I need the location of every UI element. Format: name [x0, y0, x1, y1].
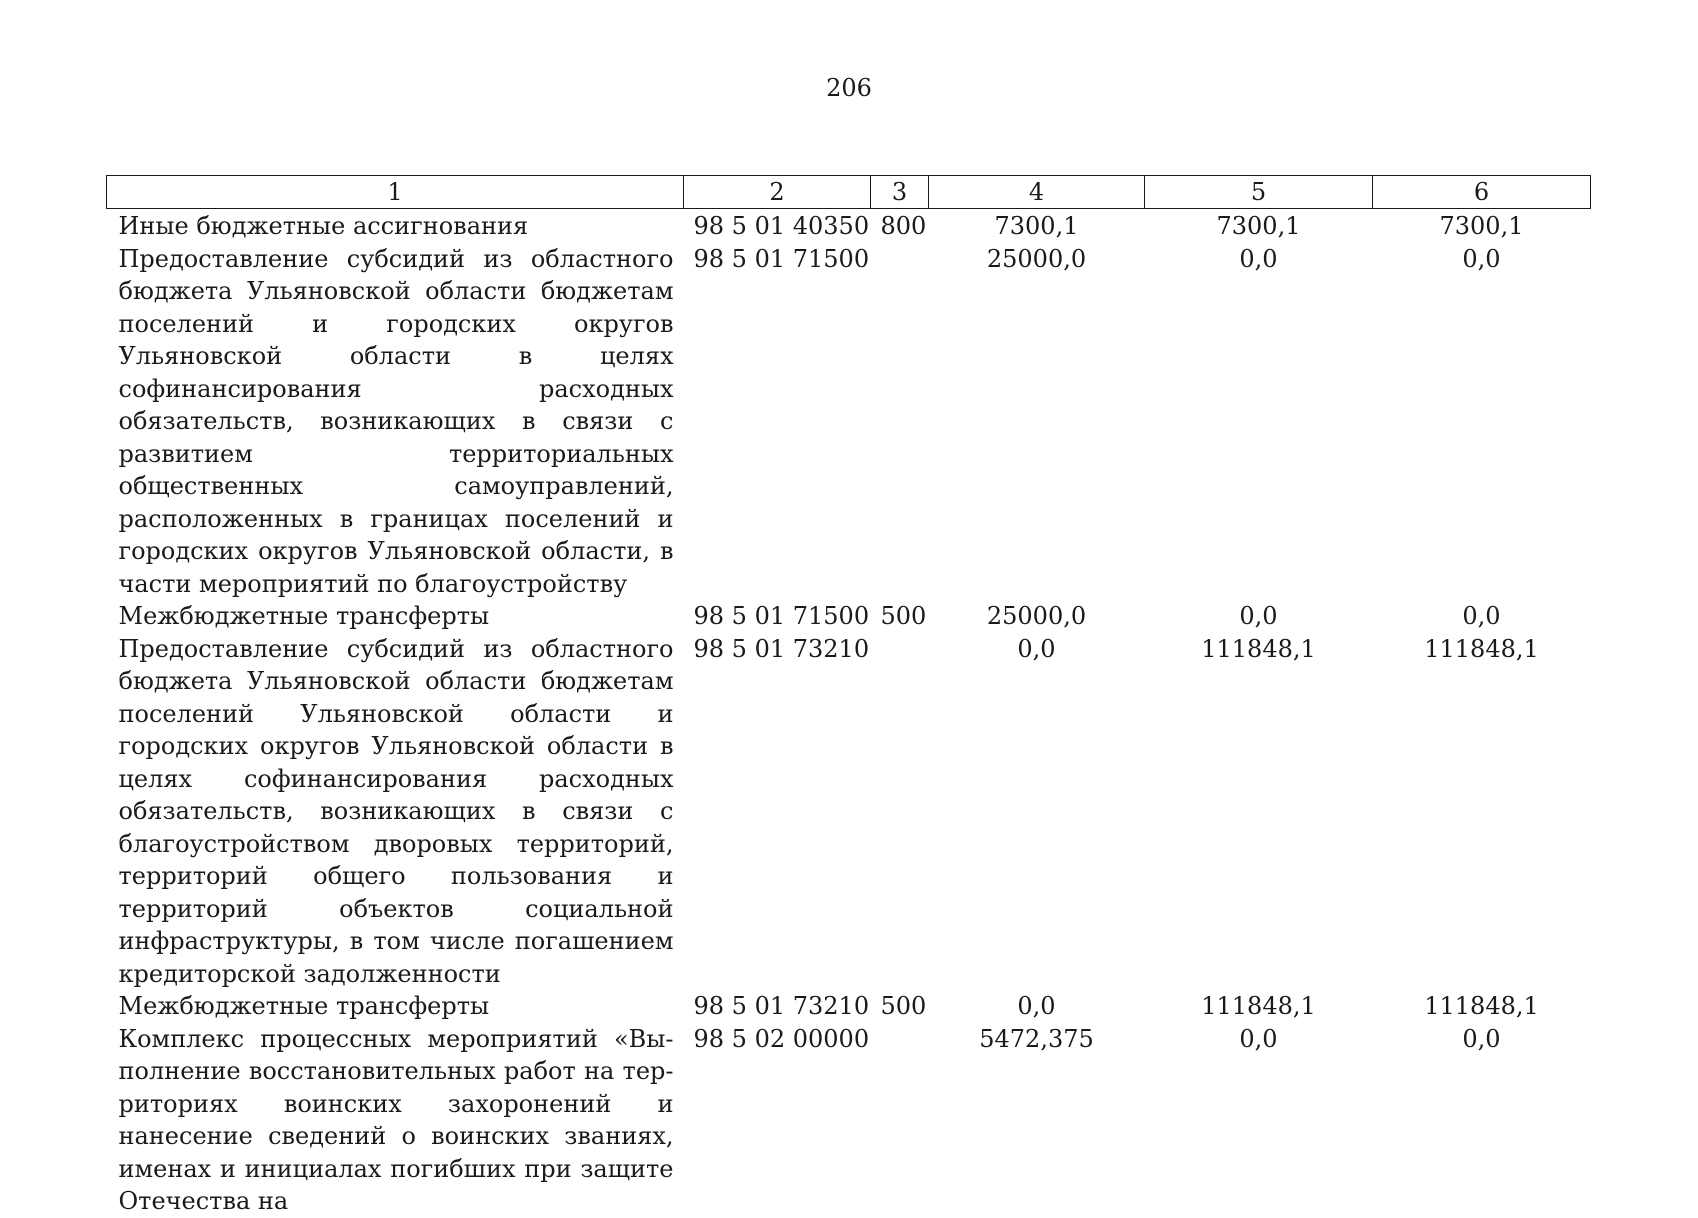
row-value-5: 111848,1 — [1201, 992, 1316, 1020]
row-type: 500 — [880, 992, 927, 1020]
column-header-3: 3 — [871, 176, 929, 209]
row-value-4: 7300,1 — [994, 212, 1079, 240]
row-type: 800 — [880, 212, 927, 240]
row-code: 98 5 01 40350 — [693, 212, 870, 240]
header-row — [107, 176, 1591, 209]
row-value-6: 0,0 — [1462, 1024, 1501, 1053]
row-name: Межбюджетные трансферты — [118, 602, 490, 630]
row-code: 98 5 01 71500 — [693, 244, 870, 273]
row-value-5: 0,0 — [1239, 602, 1278, 630]
row-value-6: 111848,1 — [1424, 992, 1539, 1020]
table-row — [107, 243, 1591, 601]
table-row — [107, 633, 1591, 991]
column-header-6: 6 — [1373, 176, 1591, 209]
table-row — [107, 1023, 1591, 1218]
row-name: Межбюджетные трансферты — [118, 992, 490, 1020]
row-value-5: 0,0 — [1239, 244, 1278, 273]
row-value-4: 5472,375 — [979, 1024, 1094, 1053]
table-body — [107, 209, 1591, 1218]
table-row — [107, 600, 1591, 633]
row-name: Предоставление субсидий из областного бюджета Ульяновской области бюджетам поселений Ульяновской области и городских округов Ульяновской области в целях софинансирования расходных обязательств, возникающих в связи с благоустройством дворовых территорий, территорий общего пользования и территорий объектов социальной инфраструктуры, в том числе погашением кредиторской задолженности — [118, 634, 674, 988]
row-type — [871, 243, 929, 601]
row-value-4: 0,0 — [1017, 634, 1056, 663]
table-row — [107, 209, 1591, 243]
row-value-4: 25000,0 — [986, 602, 1087, 630]
row-name: Иные бюджетные ассигнования — [118, 212, 529, 240]
row-type: 500 — [880, 602, 927, 630]
column-header-4: 4 — [929, 176, 1145, 209]
page-number: 206 — [826, 74, 872, 102]
row-value-6: 0,0 — [1462, 244, 1501, 273]
row-value-5: 0,0 — [1239, 1024, 1278, 1053]
row-value-5: 7300,1 — [1216, 212, 1301, 240]
row-type — [871, 633, 929, 991]
row-name: Комплекс процессных мероприятий «Выполнение восстановительных работ на территориях воинских захоронений и нанесение сведений о воинских званиях, именах и инициалах погибших при защите Отечества на — [118, 1024, 674, 1215]
row-code: 98 5 02 00000 — [693, 1024, 870, 1053]
budget-table — [106, 175, 1591, 1218]
row-value-4: 25000,0 — [986, 244, 1087, 273]
row-value-5: 111848,1 — [1201, 634, 1316, 663]
row-code: 98 5 01 73210 — [693, 634, 870, 663]
row-value-6: 7300,1 — [1439, 212, 1524, 240]
row-value-4: 0,0 — [1017, 992, 1056, 1020]
row-code: 98 5 01 73210 — [693, 992, 870, 1020]
row-value-6: 111848,1 — [1424, 634, 1539, 663]
row-name: Предоставление субсидий из областного бюджета Ульяновской области бюджетам поселений и городских округов Ульяновской области в целях софинансирования расходных обязательств, возникающих в связи с развитием территориальных общественных самоуправлений, расположенных в границах поселений и городских округов Ульяновской области, в части мероприятий по благоустройству — [118, 244, 674, 598]
row-code: 98 5 01 71500 — [693, 602, 870, 630]
column-header-2: 2 — [684, 176, 871, 209]
row-type — [871, 1023, 929, 1218]
table-header — [107, 176, 1591, 209]
column-header-1: 1 — [107, 176, 684, 209]
table-row — [107, 990, 1591, 1023]
row-value-6: 0,0 — [1462, 602, 1501, 630]
column-header-5: 5 — [1145, 176, 1373, 209]
